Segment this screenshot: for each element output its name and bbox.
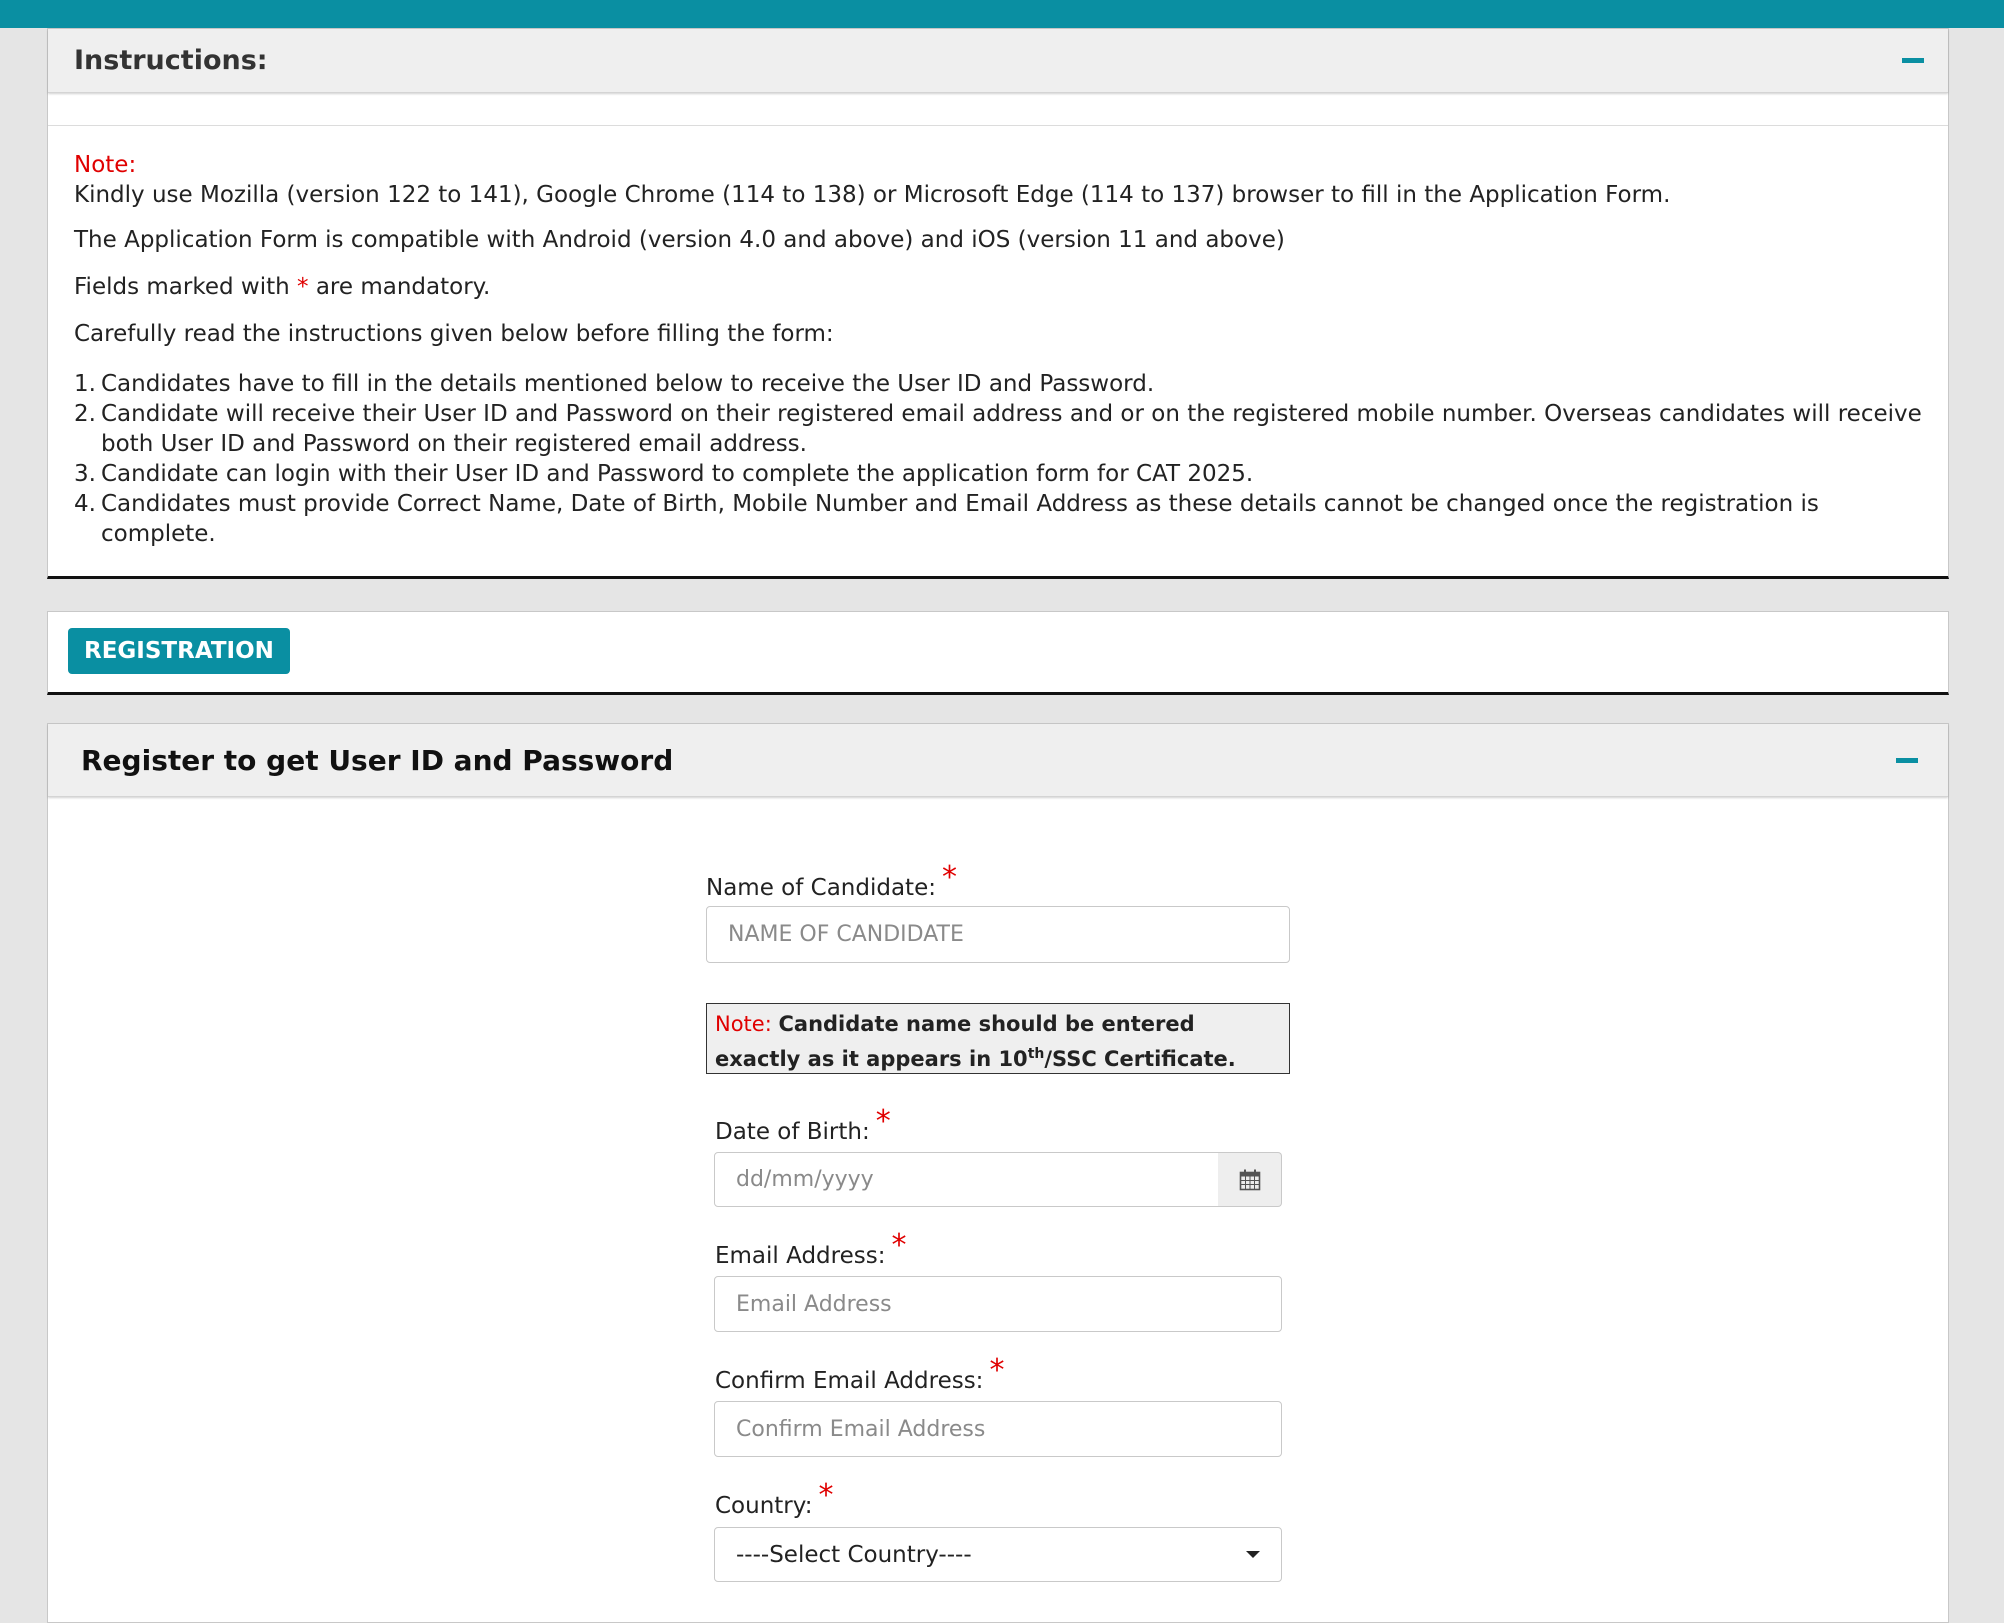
- list-item-number: 3.: [74, 461, 96, 487]
- list-item: [74, 369, 1922, 399]
- list-item: [74, 399, 1922, 459]
- name-note-text: [715, 1012, 1236, 1071]
- confirm-email-label: [715, 1353, 1005, 1396]
- caret-down-icon: [1246, 1551, 1260, 1558]
- date-of-birth-input[interactable]: [714, 1152, 1219, 1207]
- country-label: [715, 1478, 834, 1521]
- email-label-text: Email Address:: [715, 1243, 886, 1269]
- list-item-text: Candidate will receive their User ID and Password on their registered email address and or on the registered mobile number. Overseas candidates will receive both User ID and Password on their registered email address.: [101, 401, 1922, 457]
- required-asterisk: *: [875, 1104, 891, 1139]
- registration-tab-bar: [47, 611, 1949, 695]
- required-asterisk: *: [297, 274, 309, 300]
- mandatory-suffix: are mandatory.: [315, 274, 491, 300]
- divider: [48, 125, 1948, 126]
- instructions-header[interactable]: [48, 29, 1948, 93]
- confirm-email-label-text: Confirm Email Address:: [715, 1368, 984, 1394]
- country-select[interactable]: [714, 1527, 1282, 1582]
- name-label: [706, 860, 957, 903]
- mandatory-prefix: Fields marked with: [74, 274, 290, 300]
- email-input[interactable]: [714, 1276, 1282, 1332]
- calendar-icon-graphic: [1239, 1169, 1261, 1191]
- minus-icon[interactable]: [1902, 58, 1924, 63]
- required-asterisk: *: [891, 1228, 907, 1263]
- list-item-text: Candidates have to fill in the details mentioned below to receive the User ID and Password.: [101, 371, 1155, 397]
- registration-tab[interactable]: REGISTRATION: [68, 628, 290, 674]
- list-item-number: 1.: [74, 371, 96, 397]
- list-item: [74, 459, 1922, 489]
- register-title: Register to get User ID and Password: [81, 743, 674, 777]
- name-note-label: Note:: [715, 1012, 772, 1036]
- name-note-sup: th: [1027, 1046, 1045, 1062]
- list-item-text: Candidate can login with their User ID and Password to complete the application form for CAT 2025.: [101, 461, 1254, 487]
- name-note-text-after: /SSC Certificate.: [1044, 1047, 1236, 1071]
- instructions-panel: [47, 28, 1949, 579]
- required-asterisk: *: [941, 860, 957, 895]
- top-bar: [0, 0, 2004, 28]
- email-label: [715, 1228, 907, 1271]
- note-label: Note:: [74, 152, 137, 178]
- list-item-number: 4.: [74, 491, 96, 517]
- country-selected-value: ----Select Country----: [736, 1541, 972, 1568]
- list-item: [74, 489, 1922, 549]
- name-label-text: Name of Candidate:: [706, 875, 936, 901]
- name-note-box: [706, 1003, 1290, 1074]
- name-note-text-before: Candidate name should be entered exactly as it appears in 10: [715, 1012, 1195, 1071]
- compatibility-note: The Application Form is compatible with Android (version 4.0 and above) and iOS (version 11 and above): [74, 227, 1285, 253]
- instructions-body: [48, 125, 1948, 549]
- confirm-email-input[interactable]: [714, 1401, 1282, 1457]
- required-asterisk: *: [818, 1478, 834, 1513]
- country-label-text: Country:: [715, 1493, 813, 1519]
- calendar-icon[interactable]: [1218, 1152, 1282, 1207]
- candidate-name-input[interactable]: [706, 906, 1290, 963]
- list-item-text: Candidates must provide Correct Name, Date of Birth, Mobile Number and Email Address as these details cannot be changed once the registration is complete.: [101, 491, 1819, 547]
- list-item-number: 2.: [74, 401, 96, 427]
- mandatory-note: [74, 272, 1922, 302]
- minus-icon[interactable]: [1896, 758, 1918, 763]
- dob-label-text: Date of Birth:: [715, 1119, 870, 1145]
- instructions-title: Instructions:: [74, 45, 268, 76]
- dob-label: [715, 1104, 891, 1147]
- read-instructions-note: Carefully read the instructions given below before filling the form:: [74, 321, 834, 347]
- required-asterisk: *: [989, 1353, 1005, 1388]
- browser-note: Kindly use Mozilla (version 122 to 141), Google Chrome (114 to 138) or Microsoft Edge (114 to 137) browser to fill in the Application Form.: [74, 182, 1671, 208]
- instructions-list: [74, 369, 1922, 549]
- register-header[interactable]: [48, 724, 1948, 797]
